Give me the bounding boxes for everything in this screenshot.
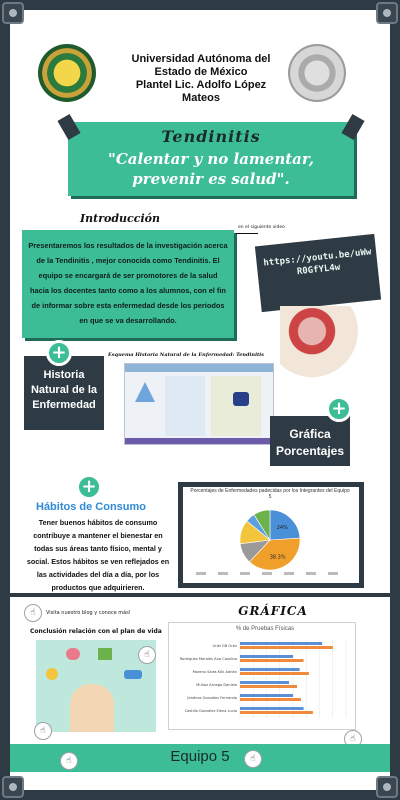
bar (240, 694, 293, 697)
habitos-title: Hábitos de Consumo (36, 501, 147, 513)
scheme-header (125, 364, 273, 372)
bar-category-label: Castillo González Elena Lucía (184, 709, 237, 713)
scheme-image-icon (233, 392, 249, 406)
uaem-logo (38, 44, 96, 102)
bar (240, 655, 293, 658)
bar (240, 698, 301, 701)
corner-bolt-icon (376, 776, 398, 798)
bar (240, 659, 304, 662)
conclusion-title: Conclusión relación con el plan de vida (30, 628, 162, 635)
historia-card[interactable] (24, 356, 104, 430)
intro-heading: Introducción (80, 212, 160, 225)
bar-chart-title: % de Pruebas Físicas (235, 626, 295, 632)
bar-category-label: Moreno Salas Kiki Adrián (192, 670, 237, 674)
team-name: Equipo 5 (170, 748, 230, 765)
bar (240, 672, 309, 675)
car-icon (124, 670, 142, 679)
video-note: en el siguiente video (238, 225, 285, 230)
pointer-icon[interactable]: ☝ (344, 730, 362, 748)
section-divider (10, 593, 390, 597)
bar-category-label: Muñoz Arriaga Daniela (196, 683, 237, 687)
pointer-icon[interactable]: ☝ (138, 646, 156, 664)
bar (240, 668, 300, 671)
blog-note: Visita nuestro blog y conoce más! (46, 610, 131, 616)
video-link[interactable]: https://youtu.be/uWwR0GfYL4w (262, 247, 372, 278)
poster-title: Tendinitis (161, 127, 261, 146)
pointer-icon[interactable]: ☝ (244, 750, 262, 768)
bar (240, 642, 322, 645)
house-icon (98, 648, 112, 660)
grafica-heading: GRÁFICA (238, 604, 308, 618)
historia-label: Historia Natural de la Enfermedad (30, 369, 98, 411)
intro-text: Presentaremos los resultados de la investigación acerca de la Tendinitis , mejor conocida como Tendinitis. El equipo se encargará de ser promotores de la salud hacia los docentes tanto como a los alumnos, con el fin de informar sobre esta enfermedad desde los periodos en que se va desarrollando. (28, 241, 228, 325)
university-line-1: Universidad Autónoma del (131, 53, 271, 65)
scheme-triangle-icon (135, 382, 155, 402)
pie-chart (230, 506, 310, 574)
knee-anatomy-image (280, 306, 360, 390)
campus-seal (288, 44, 346, 102)
heart-icon (66, 648, 80, 660)
pie-slice-label: 24% (276, 524, 288, 531)
grafica-porcentajes-card[interactable] (270, 416, 350, 466)
person-illustration (70, 684, 114, 732)
arrow-icon (236, 233, 258, 234)
scheme-title: Esquema Historia Natural de la Enfermedad: Tendinitis (108, 352, 264, 358)
pie-chart-title: Porcentajes de Enfermedades padecidas por los Integrantes del Equipo 5 (190, 488, 350, 500)
plus-icon[interactable]: + (76, 474, 102, 500)
bar-chart (170, 636, 352, 726)
scheme-column (165, 376, 205, 436)
university-name (118, 53, 284, 105)
bar-category-label: Uriel GB Ortiz (212, 644, 237, 648)
bar (240, 711, 313, 714)
habitos-text: Tener buenos hábitos de consumo contribuye a mantener el bienestar en todas sus áreas tanto físico, mental y social. Estos hábitos se ven reflejados en las actividades del día a día, por los productos que adquirieren. (26, 518, 170, 592)
pie-legend (196, 572, 346, 575)
poster-subtitle (68, 149, 354, 189)
corner-bolt-icon (2, 776, 24, 798)
pointer-icon[interactable]: ☝ (24, 604, 42, 622)
corner-bolt-icon (2, 2, 24, 24)
pie-slice-label: 38.3% (269, 554, 286, 561)
plus-icon[interactable]: + (46, 340, 72, 366)
subtitle-line-1: "Calentar y no lamentar, (108, 150, 314, 168)
campus-name: Plantel Lic. Adolfo López Mateos (135, 79, 267, 104)
scheme-footer (125, 438, 273, 444)
subtitle-line-2: prevenir es salud". (132, 170, 290, 188)
grafica-label: Gráfica Porcentajes (275, 427, 345, 458)
bar (240, 707, 304, 710)
money-icon (46, 668, 58, 680)
natural-history-scheme-image (124, 363, 274, 445)
university-line-2: Estado de México (154, 66, 248, 78)
scheme-column (211, 376, 261, 436)
pointer-icon[interactable]: ☝ (34, 722, 52, 740)
plus-icon[interactable]: + (326, 396, 352, 422)
bar (240, 646, 333, 649)
bar-category-label: Jiménez González Fernando (187, 696, 237, 700)
pointer-icon[interactable]: ☝ (60, 752, 78, 770)
corner-bolt-icon (376, 2, 398, 24)
bar-category-label: Rodríguez Morales Ana Carolina (179, 657, 237, 661)
bar (240, 681, 289, 684)
bar (240, 685, 297, 688)
